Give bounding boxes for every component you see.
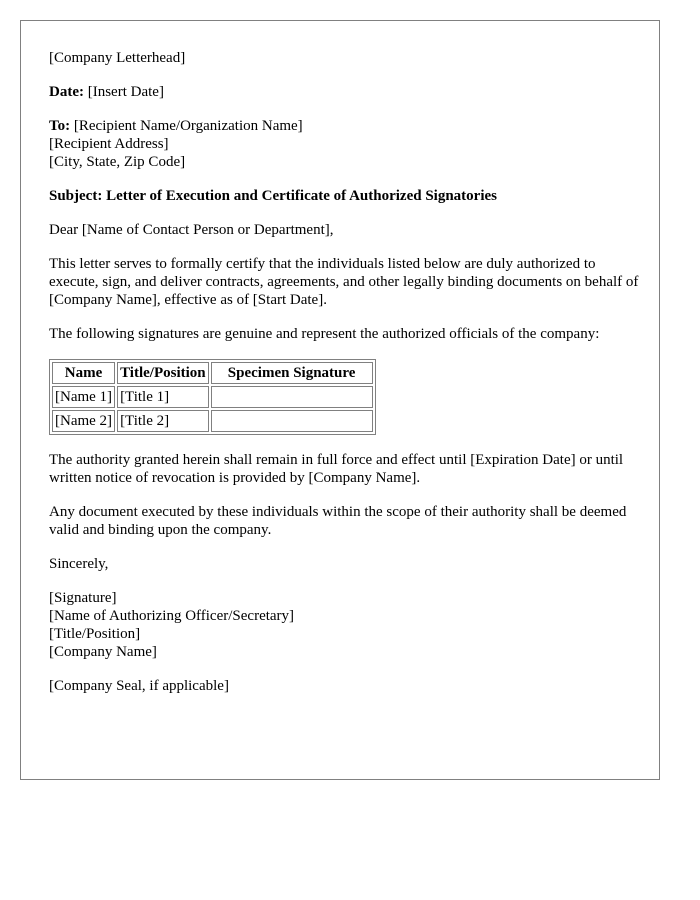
letterhead: [Company Letterhead] <box>49 50 186 66</box>
cell-name: [Name 2] <box>52 410 115 432</box>
cell-signature <box>211 410 373 432</box>
date-line <box>49 83 644 101</box>
table-row <box>52 410 373 432</box>
letter-body <box>49 49 644 711</box>
company-seal: [Company Seal, if applicable] <box>49 678 229 694</box>
header-name: Name <box>52 362 115 384</box>
cell-title: [Title 2] <box>117 410 209 432</box>
recipient-block <box>49 117 644 171</box>
table-row <box>52 386 373 408</box>
header-signature: Specimen Signature <box>211 362 373 384</box>
officer-name: [Name of Authorizing Officer/Secretary] <box>49 608 295 624</box>
subject-text: Subject: Letter of Execution and Certificate of Authorized Signatories <box>49 188 497 204</box>
recipient-name: [Recipient Name/Organization Name] <box>70 118 303 134</box>
company-name: [Company Name] <box>49 644 157 660</box>
table-header-row <box>52 362 373 384</box>
officer-title: [Title/Position] <box>49 626 141 642</box>
date-value: [Insert Date] <box>83 84 164 100</box>
paragraph-certification: This letter serves to formally certify that the individuals listed below are duly authorized to execute, sign, and deliver contracts, agreements, and other legally binding documents on behalf of [Company Name], effective as of [Start Date]. <box>49 256 639 308</box>
cell-title: [Title 1] <box>117 386 209 408</box>
recipient-city: [City, State, Zip Code] <box>49 154 186 170</box>
header-title: Title/Position <box>117 362 209 384</box>
closing: Sincerely, <box>49 556 109 572</box>
subject-line <box>49 187 644 205</box>
to-label: To: <box>49 118 71 134</box>
cell-signature <box>211 386 373 408</box>
salutation: Dear [Name of Contact Person or Department], <box>49 222 334 238</box>
signatories-table <box>49 359 376 435</box>
date-label: Date: <box>49 84 84 100</box>
signature-placeholder: [Signature] <box>49 590 117 606</box>
paragraph-authority-duration: The authority granted herein shall remain in full force and effect until [Expiration Date] or until written notice of revocation is provided by [Company Name]. <box>49 452 624 486</box>
cell-name: [Name 1] <box>52 386 115 408</box>
signature-block <box>49 589 644 661</box>
recipient-name-line <box>49 117 644 135</box>
recipient-address: [Recipient Address] <box>49 136 169 152</box>
paragraph-signatures-intro: The following signatures are genuine and represent the authorized officials of the company: <box>49 326 600 342</box>
letter-page <box>20 20 660 780</box>
paragraph-validity: Any document executed by these individuals within the scope of their authority shall be deemed valid and binding upon the company. <box>49 504 627 538</box>
